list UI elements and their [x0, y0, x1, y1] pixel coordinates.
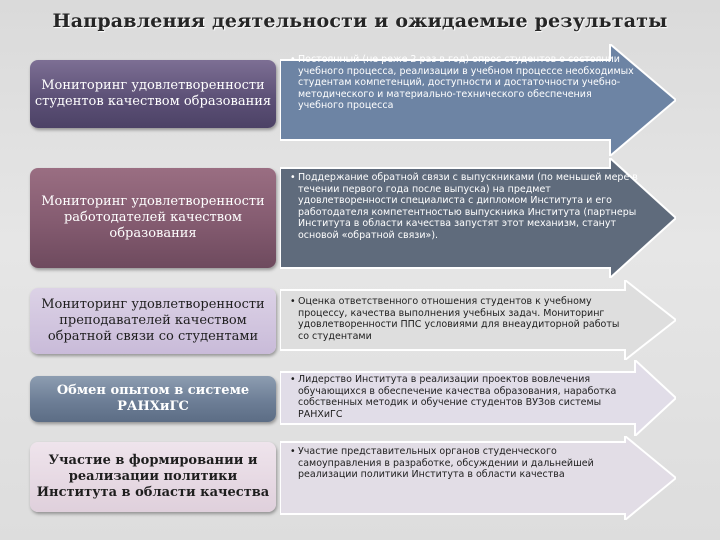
direction-label-3: Мониторинг удовлетворенности преподавателей качеством обратной связи со студентами	[30, 288, 276, 354]
bullet-icon: •	[290, 54, 296, 65]
direction-label-4: Обмен опытом в системе РАНХиГС	[30, 376, 276, 422]
bullet-icon: •	[290, 172, 296, 183]
direction-label-2: Мониторинг удовлетворенности работодателей качеством образования	[30, 168, 276, 268]
direction-row-4	[0, 360, 720, 436]
result-text-4: • Лидерство Института в реализации проектов вовлечения обучающихся в обеспечение качества образования, наработка собственных методик и обучение студентов ВУЗов системы РАНХиГС	[290, 374, 617, 420]
direction-row-1	[0, 44, 720, 156]
bullet-icon: •	[290, 446, 296, 457]
bullet-icon: •	[290, 374, 296, 385]
direction-row-2	[0, 158, 720, 278]
result-text-1: • Постоянный (не реже 2 раз в год) опрос студентов о состоянии учебного процесса, реализации в учебном процессе необходимых студентам компетенций, доступности и достаточности учебно-методического и материально-технического обеспечения учебного процесса	[290, 54, 634, 111]
result-text-2: • Поддержание обратной связи с выпускниками (по меньшей мере в течении первого года после выпуска) на предмет удовлетворенности специалиста с дипломом Института и его работодателя компетентностью выпускника Института (партнеры Института в области качества запустят этот механизм, станут основой «обратной связи»).	[290, 172, 638, 241]
direction-label-1: Мониторинг удовлетворенности студентов качеством образования	[30, 60, 276, 128]
result-text-3: • Оценка ответственного отношения студентов к учебному процессу, качества выполнения учебных задач. Мониторинг удовлетворенности ППС условиями для внеаудиторной работы со студентами	[290, 296, 620, 342]
direction-label-5: Участие в формировании и реализации политики Института в области качества	[30, 442, 276, 512]
bullet-icon: •	[290, 296, 296, 307]
direction-row-5	[0, 436, 720, 520]
page-title: Направления деятельности и ожидаемые результаты	[52, 10, 668, 32]
direction-row-3	[0, 280, 720, 360]
result-text-5: • Участие представительных органов студенческого самоуправления в разработке, обсуждении и дальнейшей реализации политики Института в области качества	[290, 446, 594, 480]
